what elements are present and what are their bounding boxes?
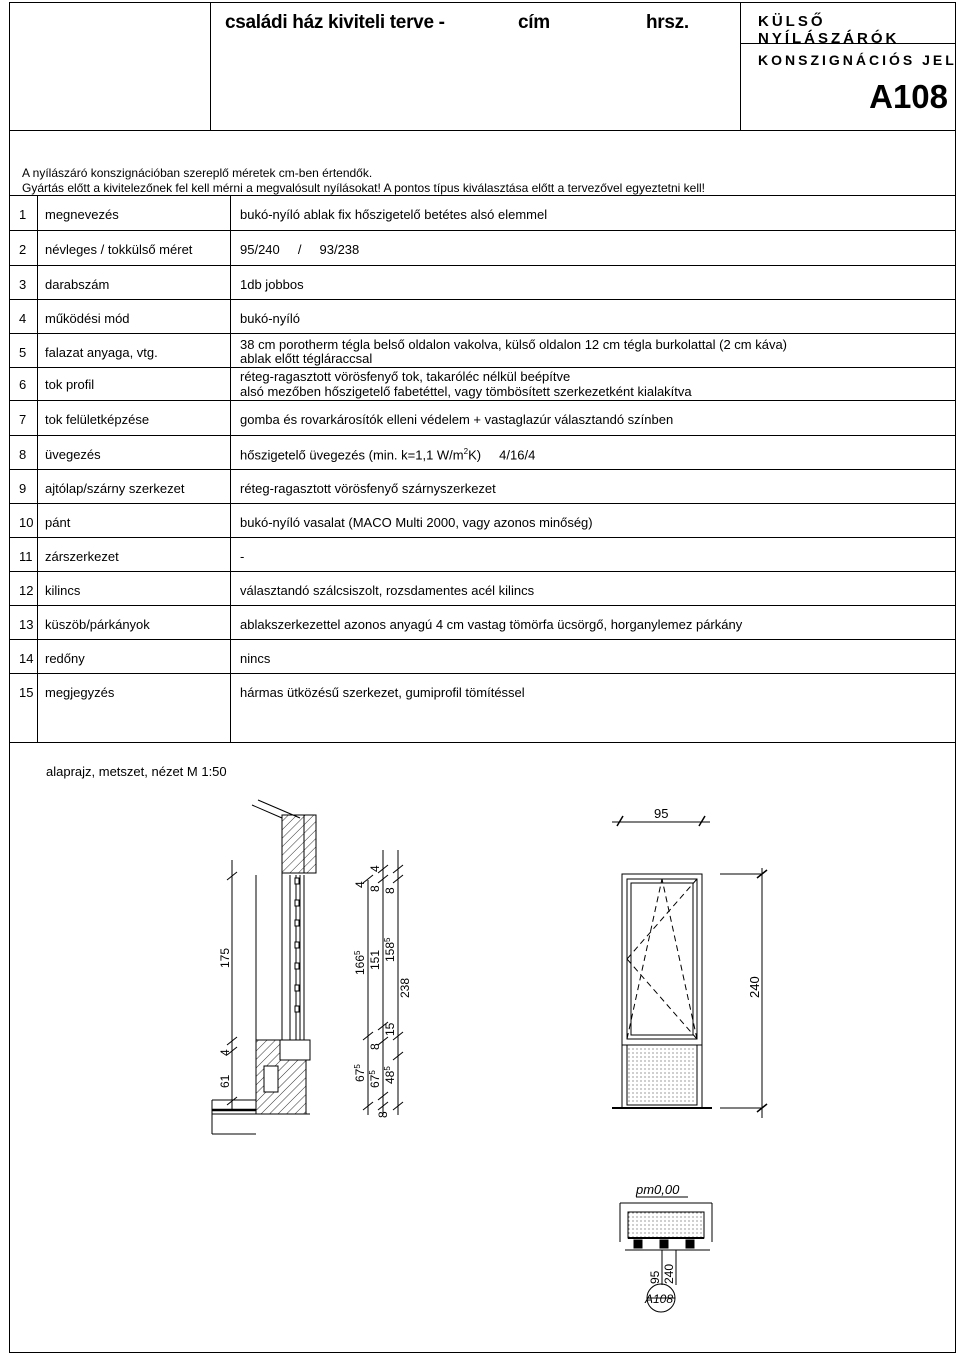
- dim-15: 15: [383, 1022, 397, 1036]
- row-number: 1: [19, 207, 27, 222]
- level-mark: pm0,00: [636, 1182, 680, 1197]
- row-number: 13: [19, 617, 34, 632]
- dim-48: [383, 1066, 397, 1084]
- row-value: nincs: [240, 651, 271, 666]
- dim-158-main: 158: [383, 941, 397, 962]
- drawing-caption: alaprajz, metszet, nézet M 1:50: [46, 764, 227, 779]
- row-value: gomba és rovarkárosítók elleni védelem + vastaglazúr választandó színben: [240, 412, 674, 427]
- glazing-sup: 2: [463, 447, 469, 456]
- dim-67b-sup: 5: [368, 1070, 377, 1075]
- elevation-view: [612, 816, 767, 1118]
- dim-8b-top: 8: [383, 887, 397, 894]
- row-label: darabszám: [45, 277, 110, 292]
- row-number: 11: [19, 549, 33, 564]
- row-label: megnevezés: [45, 207, 119, 222]
- dim-8-top: 8: [368, 885, 382, 892]
- dim-67a-main: 67: [353, 1068, 367, 1082]
- note-measure: Gyártás előtt a kivitelezőnek fel kell mérni a megvalósult nyílásokat! A pontos típus kiválasztása előtt a tervezővel egyeztetni kell!: [22, 181, 706, 195]
- dim-61: 61: [218, 1074, 232, 1088]
- lot-number-label: hrsz.: [646, 12, 689, 33]
- dim-158-sup: 5: [383, 937, 392, 942]
- dim-4: 4: [218, 1049, 232, 1056]
- row-label: ajtólap/szárny szerkezet: [45, 481, 185, 496]
- row-label: megjegyzés: [45, 685, 115, 700]
- row-number: 3: [19, 277, 27, 292]
- row-number: 6: [19, 377, 27, 392]
- sign-label: KONSZIGNÁCIÓS JEL: [758, 52, 957, 68]
- door-code: A108: [869, 78, 948, 115]
- row-value: 95/240 / 93/238: [240, 242, 360, 257]
- dim-8-bottom: 8: [376, 1111, 390, 1118]
- dim-8-mid: 8: [368, 1043, 382, 1050]
- dim-175: 175: [218, 947, 232, 968]
- category-label: KÜLSŐ NYÍLÁSZÁRÓK: [758, 13, 900, 47]
- row-value: választandó szálcsiszolt, rozsdamentes acél kilincs: [240, 583, 535, 598]
- row-label: pánt: [45, 515, 71, 530]
- row-number: 4: [19, 311, 27, 326]
- row-label: névleges / tokkülső méret: [45, 242, 193, 257]
- elevation-height: 240: [747, 976, 762, 998]
- project-title: családi ház kiviteli terve -: [225, 12, 445, 33]
- row-number: 5: [19, 345, 27, 360]
- row-value: 38 cm porotherm tégla belső oldalon vakolva, külső oldalon 12 cm tégla burkolattal (2 cm káva): [240, 337, 788, 352]
- dim-67b: [368, 1070, 382, 1088]
- row-value: -: [240, 549, 245, 564]
- dim-238: 238: [398, 977, 412, 998]
- row-value: bukó-nyíló: [240, 311, 300, 326]
- row-number: 12: [19, 583, 34, 598]
- row-value: bukó-nyíló ablak fix hőszigetelő betétes alsó elemmel: [240, 207, 548, 222]
- dim-48-sup: 5: [383, 1066, 392, 1071]
- row-number: 2: [19, 242, 27, 257]
- dim-166-main: 166: [353, 954, 367, 975]
- row-number: 7: [19, 412, 27, 427]
- dim-67a: [353, 1064, 367, 1082]
- plan-width: 95: [648, 1270, 662, 1284]
- dim-166: [353, 950, 367, 975]
- row-label: küszöb/párkányok: [45, 617, 150, 632]
- dim-48-main: 48: [383, 1070, 397, 1084]
- row-label: tok felületképzése: [45, 412, 150, 427]
- dim-151: 151: [368, 949, 382, 970]
- plan-code: A108: [645, 1292, 674, 1306]
- dim-67a-sup: 5: [353, 1064, 362, 1069]
- note-units: A nyílászáró konszignációban szereplő méretek cm-ben értendők.: [22, 166, 373, 180]
- row-number: 9: [19, 481, 27, 496]
- dim-166-sup: 5: [353, 950, 362, 955]
- dim-4-top: 4: [353, 881, 367, 888]
- glazing-text-end: K) 4/16/4: [468, 447, 536, 463]
- row-number: 14: [19, 651, 34, 666]
- dim-158: [383, 937, 397, 962]
- row-value-line2: ablak előtt tégláraccsal: [240, 351, 373, 366]
- row-label: falazat anyaga, vtg.: [45, 345, 158, 360]
- address-label: cím: [518, 12, 550, 33]
- row-value-line2: alsó mezőben hőszigetelő fabetéttel, vagy tömbösített szerkezetként kialakítva: [240, 384, 692, 399]
- row-value: 1db jobbos: [240, 277, 304, 292]
- row-label: működési mód: [45, 311, 130, 326]
- row-label: üvegezés: [45, 447, 101, 462]
- row-label: tok profil: [45, 377, 95, 392]
- row-number: 8: [19, 447, 27, 462]
- plan-height: 240: [662, 1263, 676, 1284]
- row-value: réteg-ragasztott vörösfenyő tok, takaróléc nélkül beépítve: [240, 369, 571, 384]
- row-value: hármas ütközésű szerkezet, gumiprofil tömítéssel: [240, 685, 525, 700]
- dim-67b-main: 67: [368, 1074, 382, 1088]
- row-value: bukó-nyíló vasalat (MACO Multi 2000, vagy azonos minőség): [240, 515, 593, 530]
- row-label: redőny: [45, 651, 85, 666]
- elevation-width: 95: [654, 806, 669, 821]
- glazing-text: hőszigetelő üvegezés (min. k=1,1 W/m: [240, 447, 464, 463]
- dim-4b-top: 4: [368, 865, 382, 872]
- row-number: 10: [19, 515, 34, 530]
- row-label: kilincs: [45, 583, 81, 598]
- row-value: réteg-ragasztott vörösfenyő szárnyszerkezet: [240, 481, 496, 496]
- row-value: ablakszerkezettel azonos anyagú 4 cm vastag tömörfa ücsörgő, horganylemez párkány: [240, 617, 743, 632]
- row-number: 15: [19, 685, 34, 700]
- row-label: zárszerkezet: [45, 549, 119, 564]
